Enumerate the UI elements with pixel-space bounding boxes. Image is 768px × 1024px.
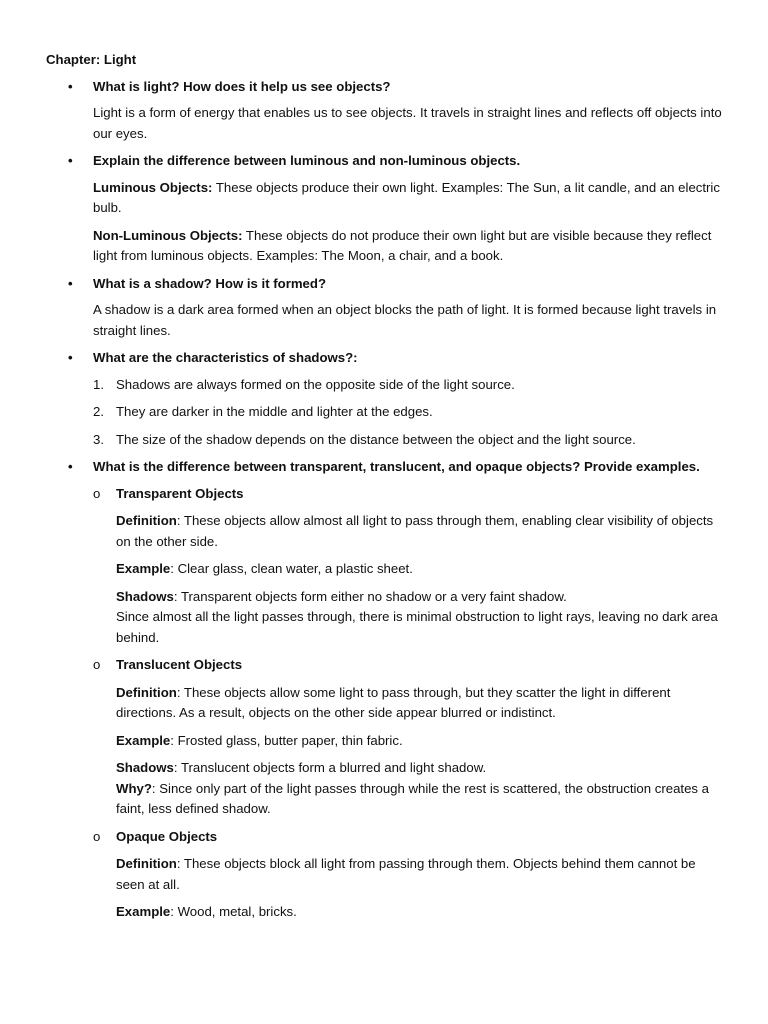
luminous-label: Luminous Objects: (93, 179, 213, 195)
shadows-explanation: Since almost all the light passes through, there is minimal obstruction to light rays, leaving no dark area behind. (116, 609, 718, 645)
list-item (46, 375, 722, 396)
translucent-example (46, 731, 722, 752)
subheading-translucent (46, 655, 722, 676)
question-5 (46, 457, 722, 478)
bullet-icon: • (68, 459, 73, 474)
transparent-shadows (46, 587, 722, 649)
question-3 (46, 274, 722, 295)
opaque-title: Opaque Objects (116, 828, 218, 844)
definition-label: Definition (116, 684, 177, 700)
example-label: Example (116, 904, 171, 919)
nonluminous-label: Non-Luminous Objects: (93, 227, 243, 243)
answer-3: A shadow is a dark area formed when an object blocks the path of light. It is formed because light travels in straight lines. (93, 302, 717, 338)
nonluminous-text: These objects do not produce their own light but are visible because they reflect light from luminous objects. Examples: The Moon, a chair, and a book. (93, 227, 712, 263)
example-text: : Frosted glass, butter paper, thin fabric. (170, 732, 403, 748)
bullet-icon: • (68, 78, 73, 94)
circle-bullet-icon: o (93, 485, 101, 501)
list-number: 3. (93, 431, 104, 447)
definition-label: Definition (116, 856, 177, 871)
question-1-text: What is light? How does it help us see objects? (93, 78, 391, 94)
circle-bullet-icon: o (93, 828, 101, 844)
translucent-definition (46, 683, 722, 724)
example-label: Example (116, 732, 171, 748)
answer-2-luminous (46, 178, 722, 219)
question-3-text: What is a shadow? How is it formed? (93, 275, 326, 291)
question-2 (46, 151, 722, 172)
example-text: : Clear glass, clean water, a plastic sheet. (170, 561, 413, 576)
list-item-text: Shadows are always formed on the opposite side of the light source. (116, 376, 515, 392)
question-5-text: What is the difference between transparent, translucent, and opaque objects? Provide examples. (93, 459, 700, 474)
shadows-text: : Translucent objects form a blurred and light shadow. (173, 760, 487, 775)
luminous-text: These objects produce their own light. Examples: The Sun, a lit candle, and an electric bulb. (93, 179, 720, 215)
subheading-transparent (46, 484, 722, 505)
list-number: 2. (93, 404, 104, 419)
definition-label: Definition (116, 513, 177, 528)
translucent-title: Translucent Objects (116, 657, 243, 672)
definition-text: : These objects allow almost all light to pass through them, enabling clear visibility of objects on the other side. (116, 513, 714, 549)
why-label: Why? (116, 780, 152, 796)
transparent-example (46, 559, 722, 580)
shadows-text: : Transparent objects form either no shadow or a very faint shadow. (173, 588, 567, 604)
list-item-text: They are darker in the middle and lighter at the edges. (116, 404, 433, 419)
example-label: Example (116, 561, 171, 576)
definition-text: : These objects allow some light to pass through, but they scatter the light in different directions. As a result, objects on the other side appear blurred or indistinct. (116, 684, 671, 720)
list-item (46, 402, 722, 423)
transparent-definition (46, 511, 722, 552)
list-item (46, 430, 722, 451)
question-4 (46, 348, 722, 369)
opaque-example (46, 902, 722, 923)
translucent-shadows (46, 758, 722, 820)
answer-1: Light is a form of energy that enables us to see objects. It travels in straight lines and reflects off objects into our eyes. (93, 105, 722, 141)
example-text: : Wood, metal, bricks. (170, 904, 297, 919)
chapter-title: Chapter: Light (46, 52, 137, 67)
transparent-title: Transparent Objects (116, 485, 244, 501)
bullet-icon: • (68, 350, 73, 365)
opaque-definition (46, 854, 722, 895)
why-text: : Since only part of the light passes through while the rest is scattered, the obstruction creates a faint, less defined shadow. (116, 780, 710, 816)
list-item-text: The size of the shadow depends on the distance between the object and the light source. (116, 431, 636, 447)
circle-bullet-icon: o (93, 657, 101, 672)
question-1 (46, 77, 722, 98)
definition-text: : These objects block all light from passing through them. Objects behind them cannot be seen at all. (116, 856, 696, 892)
shadows-label: Shadows (116, 588, 174, 604)
bullet-icon: • (68, 275, 73, 291)
subheading-opaque (46, 827, 722, 848)
question-4-text: What are the characteristics of shadows?: (93, 350, 358, 365)
answer-2-nonluminous (46, 226, 722, 267)
list-number: 1. (93, 376, 104, 392)
bullet-icon: • (68, 153, 73, 168)
shadows-label: Shadows (116, 760, 174, 775)
question-2-text: Explain the difference between luminous and non-luminous objects. (93, 153, 521, 168)
